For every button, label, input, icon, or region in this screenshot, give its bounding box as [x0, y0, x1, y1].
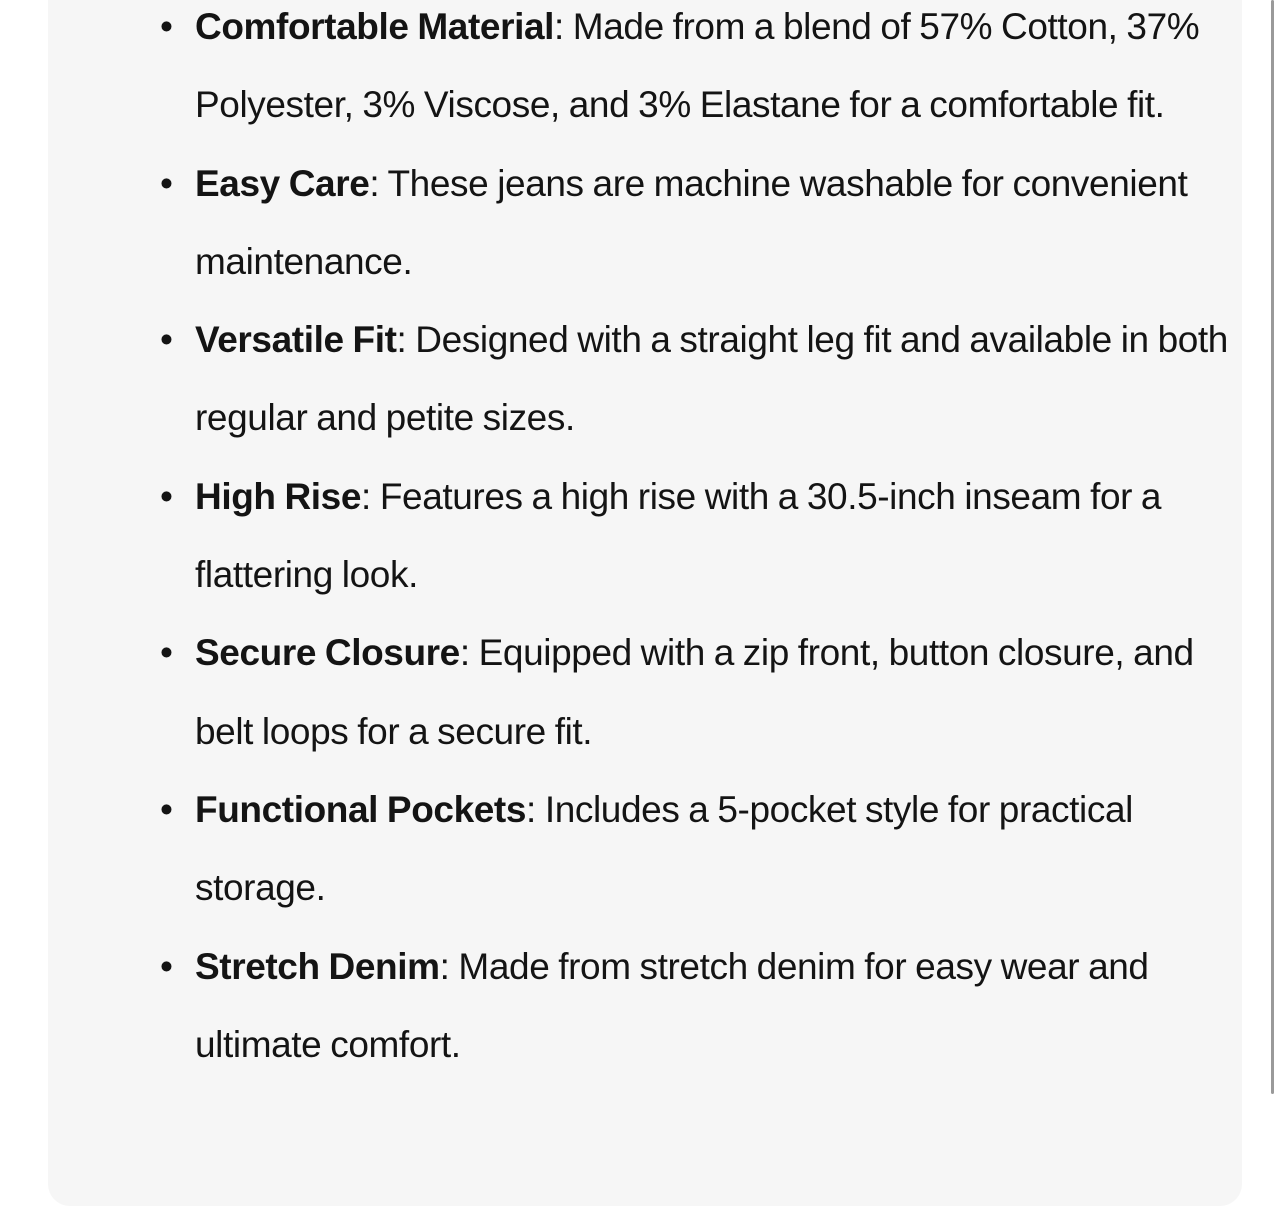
feature-separator: : [369, 162, 380, 204]
feature-term: Secure Closure [195, 632, 460, 674]
feature-description: Equipped with a zip front, button closure, and belt loops for a secure fit. [195, 632, 1194, 752]
feature-list [48, 0, 1240, 1084]
scrollbar-thumb[interactable] [1271, 0, 1274, 1094]
list-item [48, 771, 1240, 928]
feature-term: Versatile Fit [195, 319, 397, 361]
list-item [48, 928, 1240, 1085]
list-item [48, 145, 1240, 302]
bullet-icon: • [160, 945, 173, 987]
feature-separator: : [361, 475, 371, 517]
bullet-icon: • [160, 632, 173, 674]
feature-term: Stretch Denim [195, 945, 440, 987]
bullet-icon: • [160, 788, 173, 830]
feature-separator: : [459, 632, 470, 674]
feature-description: Features a high rise with a 30.5-inch inseam for a flattering look. [195, 475, 1162, 596]
bullet-icon: • [160, 319, 173, 361]
list-item [48, 458, 1240, 615]
bullet-icon: • [160, 6, 173, 47]
feature-term: Functional Pockets [195, 788, 527, 830]
list-item [48, 301, 1240, 458]
feature-description: Made from a blend of 57% Cotton, 37% Polyester, 3% Viscose, and 3% Elastane for a comfortable fit. [195, 6, 1200, 126]
feature-term: High Rise [195, 475, 362, 517]
feature-description: Made from stretch denim for easy wear and ultimate comfort. [195, 945, 1149, 1065]
list-item [48, 614, 1240, 771]
product-features-card [48, 0, 1242, 1206]
feature-term: Easy Care [195, 162, 370, 204]
bullet-icon: • [160, 475, 173, 517]
feature-term: Comfortable Material [195, 6, 555, 47]
feature-separator: : [554, 6, 564, 47]
feature-separator: : [526, 788, 536, 830]
feature-description: These jeans are machine washable for convenient maintenance. [195, 162, 1188, 282]
feature-description: Designed with a straight leg fit and available in both regular and petite sizes. [195, 319, 1228, 439]
list-item [48, 0, 1240, 145]
feature-separator: : [396, 319, 407, 361]
feature-separator: : [439, 945, 450, 987]
feature-description: Includes a 5-pocket style for practical storage. [195, 788, 1133, 909]
bullet-icon: • [160, 162, 173, 204]
